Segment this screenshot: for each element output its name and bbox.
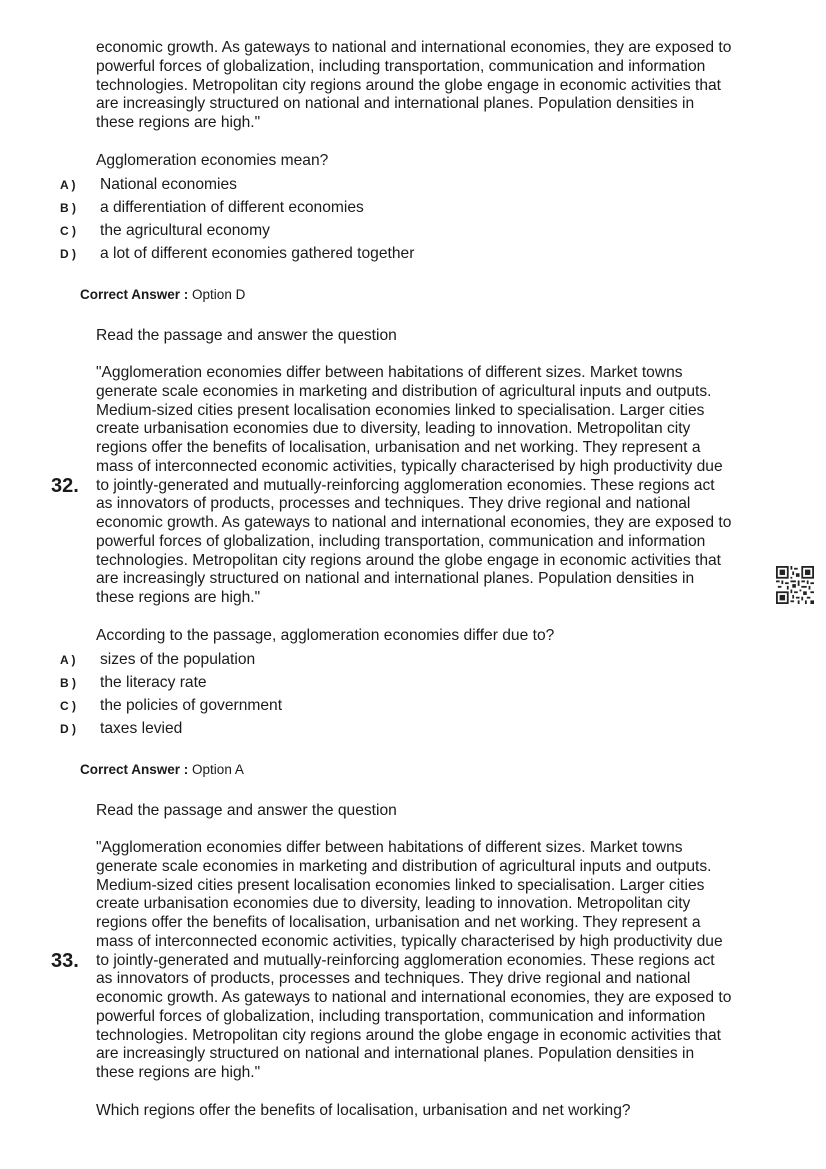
passage-line: as innovators of products, processes and techniques. They drive regional and national — [96, 495, 691, 513]
passage-line: to jointly-generated and mutually-reinforcing agglomeration economies. These regions act — [96, 476, 715, 494]
q32-option-d — [0, 719, 700, 739]
q31-option-b — [0, 198, 700, 218]
option-label: A ) — [60, 653, 76, 667]
q33-passage — [96, 839, 786, 1083]
answer-value: Option A — [192, 762, 244, 777]
q33-question: Which regions offer the benefits of localisation, urbanisation and net working? — [96, 1102, 631, 1119]
passage-line: economic growth. As gateways to national and international economies, they are exposed to — [96, 39, 732, 56]
passage-line: regions offer the benefits of localisation, urbanisation and net working. They represent a — [96, 439, 701, 456]
q31-option-c — [0, 221, 700, 241]
option-label: D ) — [60, 722, 76, 736]
q32-passage — [96, 364, 786, 608]
passage-line: economic growth. As gateways to national and international economies, they are exposed to — [96, 989, 732, 1006]
option-text: the literacy rate — [100, 674, 207, 691]
option-label: C ) — [60, 699, 76, 713]
passage-line: these regions are high." — [96, 1064, 261, 1081]
q31-question: Agglomeration economies mean? — [96, 152, 329, 169]
passage-line: these regions are high." — [96, 114, 261, 131]
qr-code-icon — [776, 566, 814, 604]
option-label: C ) — [60, 224, 76, 238]
passage-line: create urbanisation economies due to diversity, leading to innovation. Metropolitan city — [96, 420, 691, 438]
option-label: B ) — [60, 676, 76, 690]
passage-line: "Agglomeration economies differ between habitations of different sizes. Market towns — [96, 839, 683, 856]
passage-line: generate scale economies in marketing and distribution of agricultural inputs and outputs. — [96, 857, 712, 875]
q31-option-d — [0, 244, 700, 264]
passage-line: mass of interconnected economic activities, typically characterised by high productivity due — [96, 457, 723, 475]
option-text: sizes of the population — [100, 651, 256, 668]
answer-key: Correct Answer : — [80, 287, 189, 302]
passage-line: powerful forces of globalization, including transportation, communication and information — [96, 532, 706, 550]
passage-line: as innovators of products, processes and techniques. They drive regional and national — [96, 970, 691, 988]
q32-question: According to the passage, agglomeration economies differ due to? — [96, 627, 555, 644]
passage-line: mass of interconnected economic activities, typically characterised by high productivity due — [96, 932, 723, 950]
passage-line: Medium-sized cities present localisation economies linked to specialisation. Larger cities — [96, 401, 705, 419]
q31-passage-tail — [96, 39, 786, 133]
passage-line: technologies. Metropolitan city regions around the globe engage in economic activities that — [96, 551, 721, 569]
option-text: a differentiation of different economies — [100, 199, 364, 216]
question-number: 32. — [51, 475, 79, 497]
passage-line: regions offer the benefits of localisation, urbanisation and net working. They represent a — [96, 914, 701, 931]
passage-line: technologies. Metropolitan city regions around the globe engage in economic activities that — [96, 76, 721, 94]
passage-line: powerful forces of globalization, including transportation, communication and information — [96, 57, 706, 75]
passage-line: Medium-sized cities present localisation economies linked to specialisation. Larger cities — [96, 876, 705, 894]
passage-line: generate scale economies in marketing and distribution of agricultural inputs and outputs. — [96, 382, 712, 400]
passage-line: create urbanisation economies due to diversity, leading to innovation. Metropolitan city — [96, 895, 691, 913]
option-label: D ) — [60, 247, 76, 261]
q32-instruction: Read the passage and answer the question — [96, 327, 397, 344]
passage-line: economic growth. As gateways to national and international economies, they are exposed to — [96, 514, 732, 531]
q31-correct-answer — [80, 287, 245, 302]
passage-line: are increasingly structured on national and international planes. Population densities in — [96, 1045, 695, 1063]
passage-line: technologies. Metropolitan city regions around the globe engage in economic activities that — [96, 1026, 721, 1044]
option-label: A ) — [60, 178, 76, 192]
q32-option-a — [0, 650, 700, 670]
passage-line: are increasingly structured on national and international planes. Population densities in — [96, 95, 695, 113]
q32-correct-answer — [80, 762, 244, 777]
passage-line: to jointly-generated and mutually-reinforcing agglomeration economies. These regions act — [96, 951, 715, 969]
q32-option-c — [0, 696, 700, 716]
passage-line: "Agglomeration economies differ between habitations of different sizes. Market towns — [96, 364, 683, 381]
answer-key: Correct Answer : — [80, 762, 189, 777]
option-text: a lot of different economies gathered together — [100, 245, 415, 262]
option-label: B ) — [60, 201, 76, 215]
passage-line: powerful forces of globalization, including transportation, communication and information — [96, 1007, 706, 1025]
option-text: taxes levied — [100, 720, 183, 737]
q33-instruction: Read the passage and answer the question — [96, 802, 397, 819]
passage-line: these regions are high." — [96, 589, 261, 606]
q31-option-a — [0, 175, 700, 195]
passage-line: are increasingly structured on national and international planes. Population densities in — [96, 570, 695, 588]
option-text: National economies — [100, 176, 237, 193]
option-text: the policies of government — [100, 697, 283, 714]
answer-value: Option D — [192, 287, 246, 302]
option-text: the agricultural economy — [100, 222, 270, 239]
question-number: 33. — [51, 950, 79, 972]
q32-option-b — [0, 673, 700, 693]
